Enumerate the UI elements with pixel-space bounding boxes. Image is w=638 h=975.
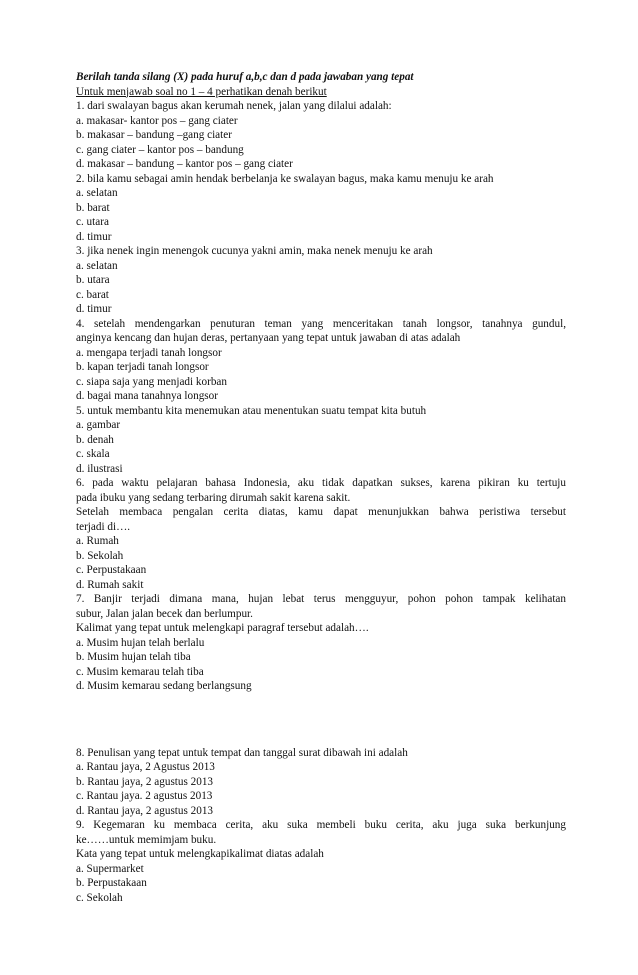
question-9-option-a: a. Supermarket [76, 862, 144, 875]
question-6-line-3: Setelah membaca pengalan cerita diatas, kamu dapat menunjukkan bahwa peristiwa tersebut [76, 506, 566, 518]
question-3-option-b: b. utara [76, 274, 110, 286]
question-4-option-b: b. kapan terjadi tanah longsor [76, 361, 209, 373]
question-6-option-b: b. Sekolah [76, 549, 124, 562]
question-2: 2. bila kamu sebagai amin hendak berbelanja ke swalayan bagus, maka kamu menuju ke arah [76, 172, 494, 185]
question-3-option-a: a. selatan [76, 259, 118, 272]
question-3: 3. jika nenek ingin menengok cucunya yakni amin, maka nenek menuju ke arah [76, 245, 433, 257]
question-7-option-b: b. Musim hujan telah tiba [76, 651, 191, 663]
question-9-option-c: c. Sekolah [76, 891, 123, 904]
map-instruction: Untuk menjawab soal no 1 – 4 perhatikan denah berikut [76, 85, 327, 98]
question-5: 5. untuk membantu kita menemukan atau menentukan suatu tempat kita butuh [76, 404, 427, 417]
question-4-option-c: c. siapa saja yang menjadi korban [76, 375, 227, 388]
question-4-option-a: a. mengapa terjadi tanah longsor [76, 346, 222, 359]
question-8: 8. Penulisan yang tepat untuk tempat dan tanggal surat dibawah ini adalah [76, 746, 408, 759]
question-3-option-c: c. barat [76, 288, 109, 301]
question-9-line-2: ke……untuk memimjam buku. [76, 833, 217, 846]
question-6-option-c: c. Perpustakaan [76, 564, 147, 576]
question-6-option-d: d. Rumah sakit [76, 578, 144, 591]
question-9-line-3: Kata yang tepat untuk melengkapikalimat diatas adalah [76, 848, 324, 860]
question-4-option-d: d. bagai mana tanahnya longsor [76, 390, 218, 402]
question-5-option-b: b. denah [76, 433, 114, 446]
question-6-line-2: pada ibuku yang sedang terbaring dirumah sakit karena sakit. [76, 491, 351, 504]
question-7-line-1: 7. Banjir terjadi dimana mana, hujan lebat terus mengguyur, pohon pohon tampak kelihatan [76, 593, 566, 605]
question-6-option-a: a. Rumah [76, 535, 119, 547]
question-8-option-d: d. Rantau jaya, 2 agustus 2013 [76, 804, 214, 817]
question-3-option-d: d. timur [76, 303, 112, 315]
question-4-line-1: 4. setelah mendengarkan penuturan teman yang menceritakan tanah longsor, tanahnya gundul, [76, 317, 566, 330]
question-6-line-1: 6. pada waktu pelajaran bahasa Indonesia, aku tidak dapatkan sukses, karena pikiran ku tertuju [76, 477, 566, 489]
blank-gap [76, 694, 566, 746]
question-4-line-2: anginya kencang dan hujan deras, pertanyaan yang tepat untuk jawaban di atas adalah [76, 332, 461, 344]
question-7-line-3: Kalimat yang tepat untuk melengkapi paragraf tersebut adalah…. [76, 622, 369, 634]
question-1-option-d: d. makasar – bandung – kantor pos – gang ciater [76, 158, 293, 170]
question-5-option-a: a. gambar [76, 419, 121, 431]
question-8-option-b: b. Rantau jaya, 2 agustus 2013 [76, 775, 214, 788]
question-8-option-a: a. Rantau jaya, 2 Agustus 2013 [76, 761, 215, 773]
question-7-option-a: a. Musim hujan telah berlalu [76, 636, 205, 649]
question-1: 1. dari swalayan bagus akan kerumah nenek, jalan yang dilalui adalah: [76, 100, 392, 112]
question-5-option-d: d. ilustrasi [76, 462, 123, 475]
question-6-line-4: terjadi di…. [76, 520, 131, 533]
worksheet-page [76, 70, 566, 905]
question-2-option-d: d. timur [76, 230, 112, 243]
question-5-option-c: c. skala [76, 448, 110, 460]
question-2-option-b: b. barat [76, 201, 110, 214]
question-7-line-2: subur, Jalan jalan becek dan berlumpur. [76, 607, 253, 620]
question-1-option-c: c. gang ciater – kantor pos – bandung [76, 143, 244, 156]
question-9-option-b: b. Perpustakaan [76, 877, 147, 889]
question-7-option-d: d. Musim kemarau sedang berlangsung [76, 680, 252, 692]
question-2-option-c: c. utara [76, 216, 109, 228]
question-1-option-a: a. makasar- kantor pos – gang ciater [76, 114, 238, 127]
question-8-option-c: c. Rantau jaya. 2 agustus 2013 [76, 790, 213, 802]
question-7-option-c: c. Musim kemarau telah tiba [76, 665, 204, 678]
question-1-option-b: b. makasar – bandung –gang ciater [76, 129, 232, 141]
question-2-option-a: a. selatan [76, 187, 118, 199]
question-9-line-1: 9. Kegemaran ku membaca cerita, aku suka membeli buku cerita, aku juga suka berkunjung [76, 819, 566, 831]
page-title: Berilah tanda silang (X) pada huruf a,b,c dan d pada jawaban yang tepat [76, 71, 414, 83]
